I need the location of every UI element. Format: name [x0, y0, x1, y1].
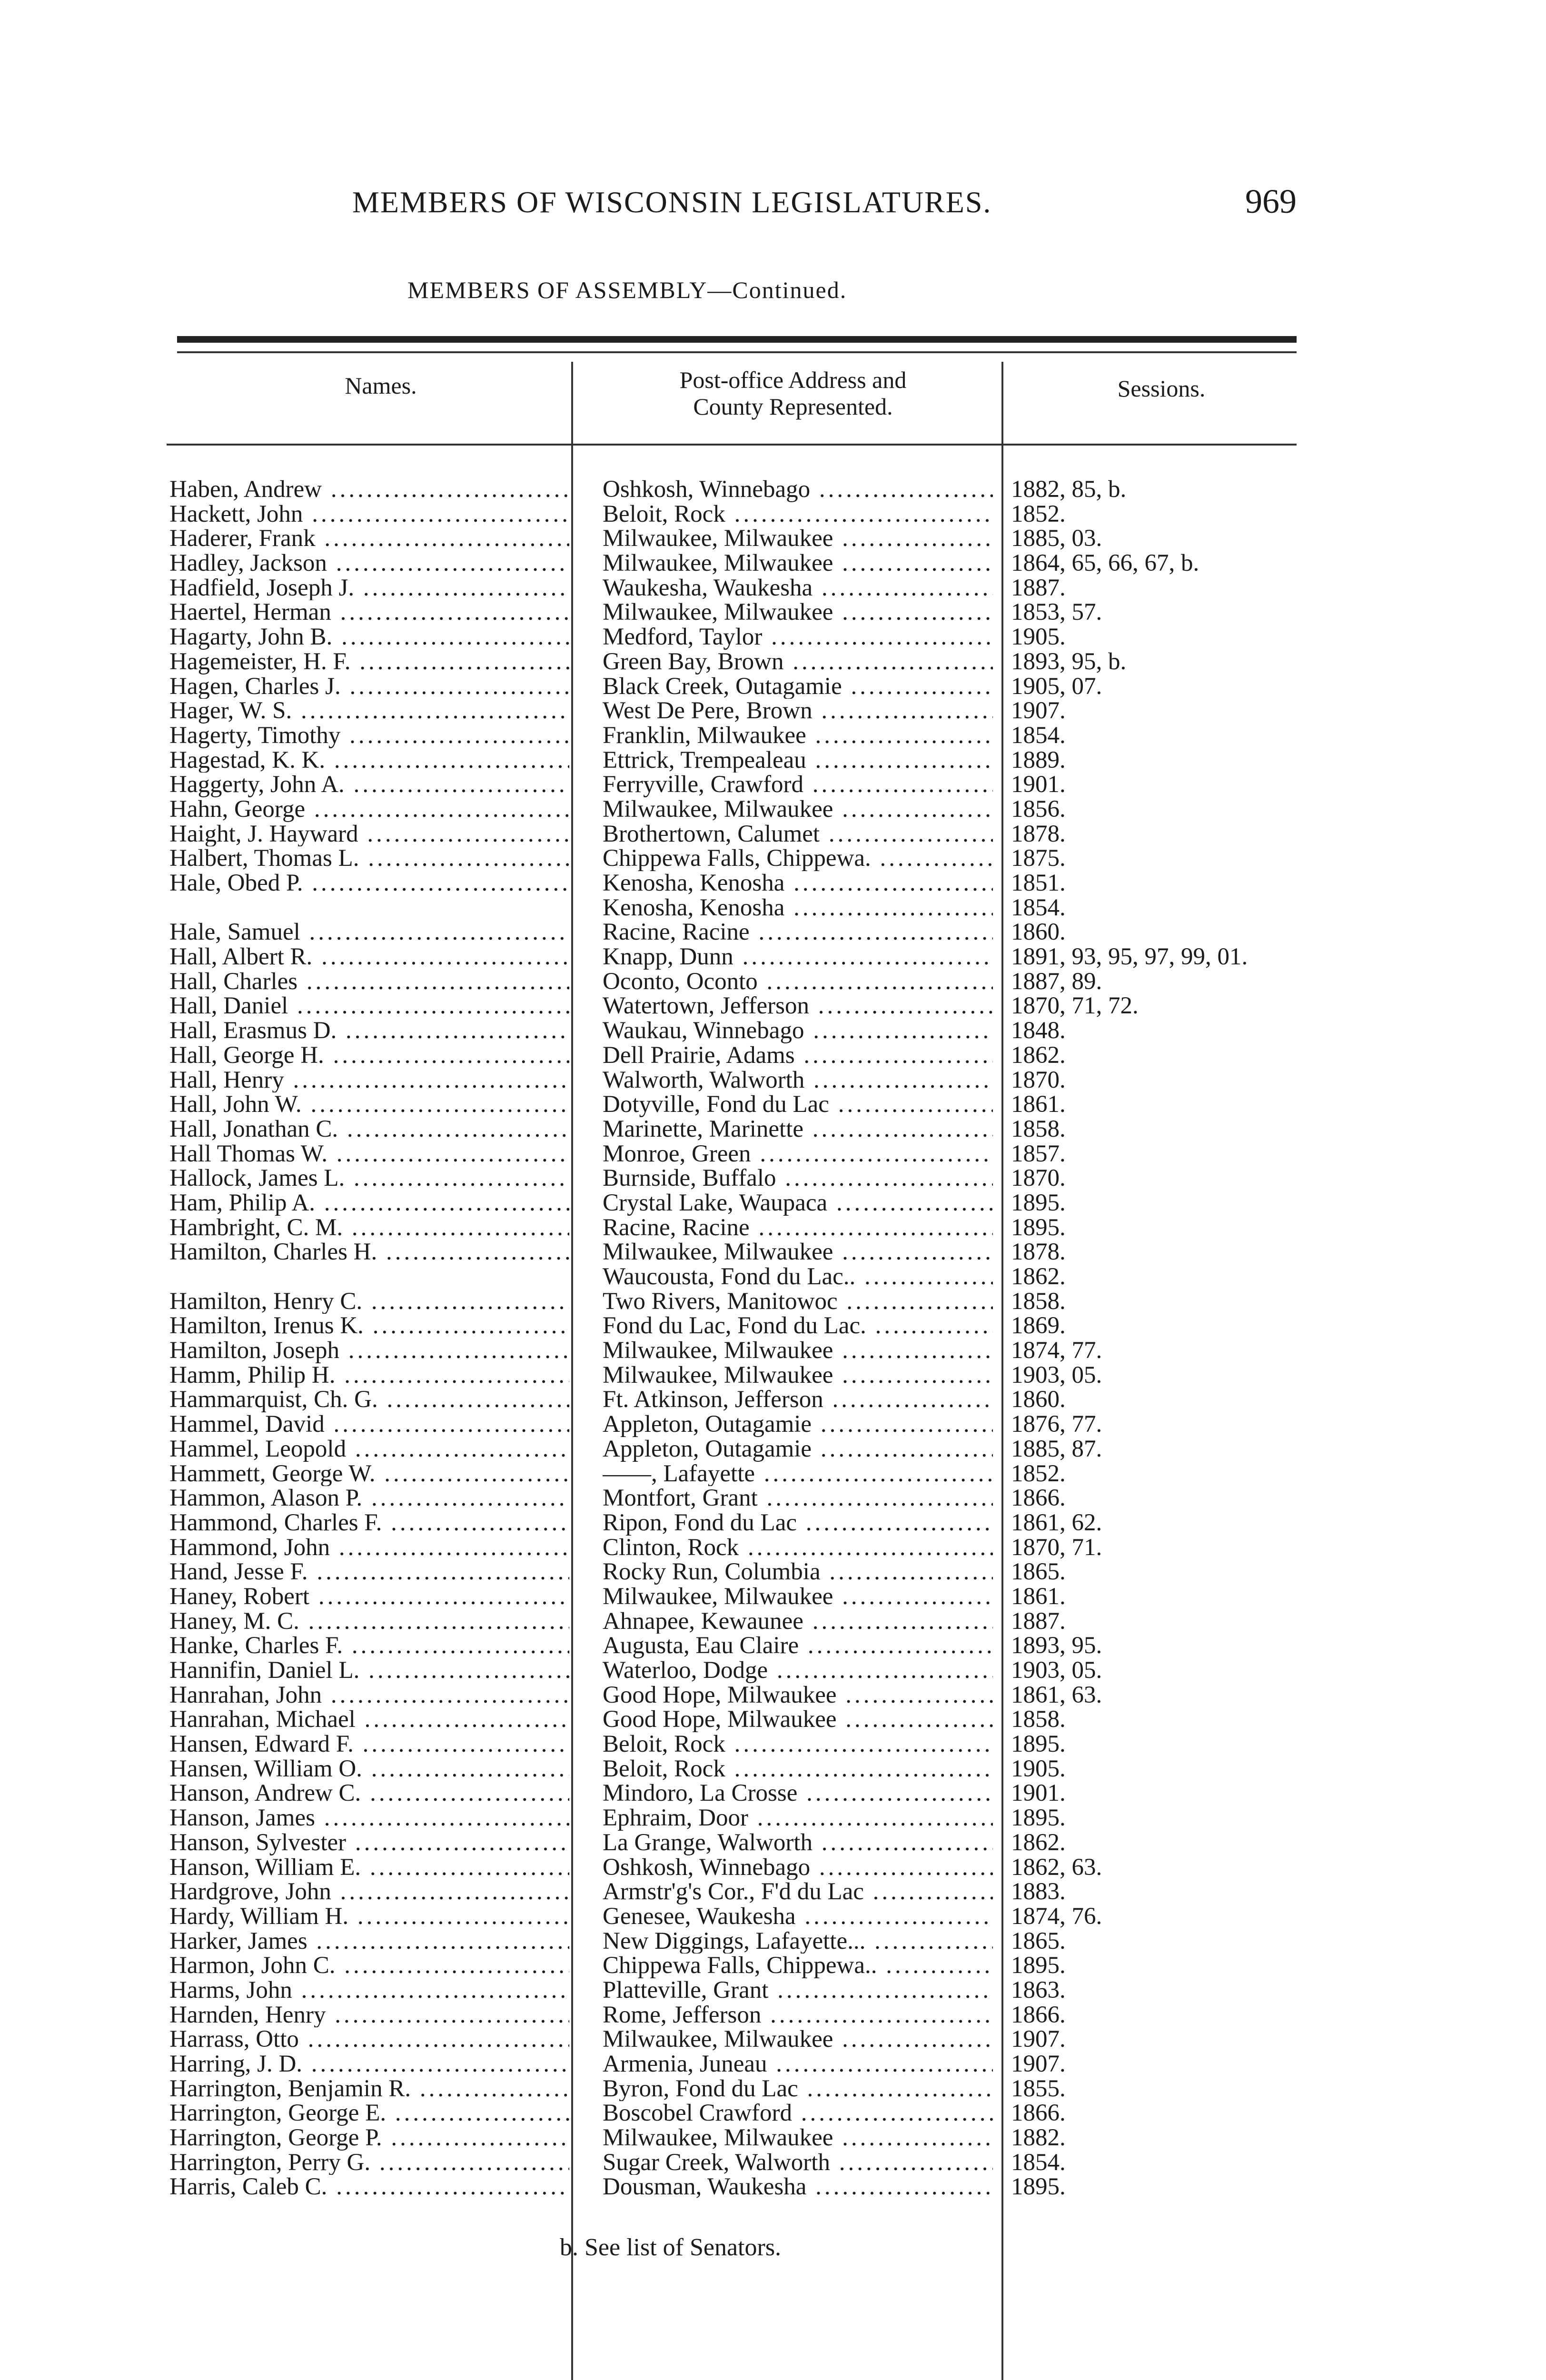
member-address: Sugar Creek, Walworth .....	[603, 2151, 993, 2175]
member-sessions: 1861, 63.	[1011, 1681, 1102, 1708]
member-sessions: 1895.	[1011, 1731, 1066, 1758]
table-row	[0, 699, 1546, 724]
table-row	[0, 1757, 1546, 1782]
column-header-sessions: Sessions.	[1117, 375, 1206, 402]
member-address: Oshkosh, Winnebago .....	[603, 1855, 993, 1880]
table-row	[0, 1289, 1546, 1314]
member-sessions: 1858.	[1011, 1288, 1066, 1315]
table-row	[0, 1536, 1546, 1560]
table-row	[0, 1855, 1546, 1880]
member-address: Chippewa Falls, Chippewa. .....	[603, 846, 993, 871]
table-row	[0, 1166, 1546, 1191]
table-row	[0, 1068, 1546, 1093]
table-row	[0, 1929, 1546, 1954]
member-name: Hanson, Sylvester .....	[169, 1831, 569, 1855]
member-sessions: 1887, 89.	[1011, 968, 1102, 995]
table-row	[0, 724, 1546, 748]
member-sessions: 1893, 95.	[1011, 1632, 1102, 1659]
member-name: Hamilton, Irenus K. .....	[169, 1314, 569, 1339]
table-row	[0, 1117, 1546, 1142]
member-sessions: 1889.	[1011, 746, 1066, 774]
table-row	[0, 1781, 1546, 1806]
member-sessions: 1860.	[1011, 1386, 1066, 1413]
table-row	[0, 970, 1546, 994]
member-address: Waukau, Winnebago .....	[603, 1019, 993, 1043]
table-row	[0, 1339, 1546, 1363]
member-sessions: 1895.	[1011, 1214, 1066, 1241]
member-sessions: 1905, 07.	[1011, 673, 1102, 700]
member-address: Platteville, Grant .....	[603, 1978, 993, 2003]
member-name: Hallock, James L. .....	[169, 1166, 569, 1191]
member-address: Clinton, Rock .....	[603, 1536, 993, 1560]
member-address: Boscobel Crawford .....	[603, 2101, 993, 2126]
member-sessions: 1858.	[1011, 1115, 1066, 1142]
member-address: Ft. Atkinson, Jefferson .....	[603, 1388, 993, 1412]
member-name: Hanke, Charles F. .....	[169, 1634, 569, 1658]
member-sessions: 1883.	[1011, 1878, 1066, 1905]
member-sessions: 1861, 62.	[1011, 1509, 1102, 1536]
member-address: Appleton, Outagamie .....	[603, 1412, 993, 1437]
member-address: Milwaukee, Milwaukee .....	[603, 1585, 993, 1609]
member-name: Hand, Jesse F. .....	[169, 1560, 569, 1585]
top-rule-thin	[177, 351, 1297, 353]
member-name: Harrington, George P. .....	[169, 2126, 569, 2151]
member-address: Two Rivers, Manitowoc .....	[603, 1289, 993, 1314]
members-table	[0, 477, 1546, 2200]
table-row	[0, 748, 1546, 773]
member-address: Milwaukee, Milwaukee .....	[603, 797, 993, 822]
member-sessions: 1893, 95, b.	[1011, 648, 1127, 675]
member-name: Haney, M. C. .....	[169, 1609, 569, 1634]
member-sessions: 1848.	[1011, 1017, 1066, 1044]
member-name: Haderer, Frank .....	[169, 526, 569, 551]
member-sessions: 1887.	[1011, 1607, 1066, 1635]
member-sessions: 1854.	[1011, 722, 1066, 749]
member-address: Oshkosh, Winnebago .....	[603, 477, 993, 502]
table-row	[0, 1388, 1546, 1412]
member-name: Hammond, Charles F. .....	[169, 1511, 569, 1536]
table-row	[0, 1265, 1546, 1289]
column-header-address-line2: County Represented.	[693, 393, 893, 420]
member-address: Appleton, Outagamie .....	[603, 1437, 993, 1462]
member-sessions: 1862, 63.	[1011, 1854, 1102, 1881]
member-sessions: 1851.	[1011, 870, 1066, 896]
member-name: Hagerty, Timothy .....	[169, 724, 569, 748]
member-sessions: 1891, 93, 95, 97, 99, 01.	[1011, 943, 1248, 971]
member-sessions: 1870.	[1011, 1066, 1066, 1093]
table-row	[0, 1585, 1546, 1609]
member-address: Racine, Racine .....	[603, 920, 993, 945]
table-row	[0, 2077, 1546, 2102]
member-name: Hammarquist, Ch. G. .....	[169, 1388, 569, 1412]
member-name: Harms, John .....	[169, 1978, 569, 2003]
member-address: Marinette, Marinette .....	[603, 1117, 993, 1142]
member-name: Hamilton, Charles H. .....	[169, 1240, 569, 1265]
table-row	[0, 1142, 1546, 1167]
table-row	[0, 994, 1546, 1019]
member-name: Haertel, Herman .....	[169, 600, 569, 625]
table-row	[0, 2175, 1546, 2200]
member-address: Kenosha, Kenosha .....	[603, 896, 993, 921]
member-name: Hamilton, Joseph .....	[169, 1339, 569, 1363]
member-name: Hammond, John .....	[169, 1536, 569, 1560]
member-name: Haney, Robert .....	[169, 1585, 569, 1609]
member-address: Burnside, Buffalo .....	[603, 1166, 993, 1191]
member-address: Monroe, Green .....	[603, 1142, 993, 1167]
member-sessions: 1856.	[1011, 795, 1066, 823]
member-name: Hall, Jonathan C. .....	[169, 1117, 569, 1142]
member-address: Rocky Run, Columbia .....	[603, 1560, 993, 1585]
member-address: Green Bay, Brown .....	[603, 650, 993, 674]
member-sessions: 1862.	[1011, 1263, 1066, 1290]
member-sessions: 1878.	[1011, 820, 1066, 847]
member-name: Hall, Albert R. .....	[169, 945, 569, 970]
member-address: Ripon, Fond du Lac .....	[603, 1511, 993, 1536]
member-sessions: 1854.	[1011, 894, 1066, 921]
member-sessions: 1862.	[1011, 1041, 1066, 1069]
member-address: West De Pere, Brown .....	[603, 699, 993, 724]
member-name: Harring, J. D. .....	[169, 2052, 569, 2077]
table-row	[0, 1683, 1546, 1708]
member-name: Hammon, Alason P. .....	[169, 1486, 569, 1511]
member-sessions: 1895.	[1011, 1952, 1066, 1979]
member-name: Haggerty, John A. .....	[169, 773, 569, 797]
member-name: Hahn, George .....	[169, 797, 569, 822]
member-address: Chippewa Falls, Chippewa.. .....	[603, 1954, 993, 1978]
member-address: Milwaukee, Milwaukee .....	[603, 1240, 993, 1265]
member-name: Hansen, William O. .....	[169, 1757, 569, 1782]
member-address: Milwaukee, Milwaukee .....	[603, 600, 993, 625]
member-address: Ferryville, Crawford .....	[603, 773, 993, 797]
member-sessions: 1861.	[1011, 1091, 1066, 1118]
column-header-address	[584, 367, 1002, 420]
member-sessions: 1854.	[1011, 2149, 1066, 2176]
member-address: Dotyville, Fond du Lac .....	[603, 1092, 993, 1117]
member-name: Hanrahan, Michael .....	[169, 1707, 569, 1732]
member-address: Kenosha, Kenosha .....	[603, 871, 993, 896]
member-sessions: 1866.	[1011, 2100, 1066, 2127]
table-row	[0, 1019, 1546, 1043]
table-row	[0, 674, 1546, 699]
member-name: Haight, J. Hayward .....	[169, 822, 569, 847]
column-header-names: Names.	[345, 372, 417, 399]
member-sessions: 1865.	[1011, 1927, 1066, 1954]
member-name: Hall, John W. .....	[169, 1092, 569, 1117]
member-address: Byron, Fond du Lac .....	[603, 2077, 993, 2102]
member-address: Milwaukee, Milwaukee .....	[603, 526, 993, 551]
member-name: Hall, Henry .....	[169, 1068, 569, 1093]
table-row	[0, 846, 1546, 871]
table-row	[0, 1437, 1546, 1462]
footnote: b. See list of Senators.	[560, 2234, 782, 2261]
table-row	[0, 625, 1546, 650]
member-name: Hall, Daniel .....	[169, 994, 569, 1019]
member-address: Medford, Taylor .....	[603, 625, 993, 650]
member-name: Hagemeister, H. F. .....	[169, 650, 569, 674]
member-address: Waukesha, Waukesha .....	[603, 576, 993, 601]
table-row	[0, 2151, 1546, 2175]
member-name: Hager, W. S. .....	[169, 699, 569, 724]
member-name: Hardgrove, John .....	[169, 1880, 569, 1904]
member-name: Hadfield, Joseph J. .....	[169, 576, 569, 601]
table-row	[0, 2101, 1546, 2126]
member-address: Good Hope, Milwaukee .....	[603, 1683, 993, 1708]
member-name: Hagestad, K. K. .....	[169, 748, 569, 773]
member-name: Harris, Caleb C. .....	[169, 2175, 569, 2200]
member-address: ——, Lafayette .....	[603, 1462, 993, 1487]
member-name: Haben, Andrew .....	[169, 477, 569, 502]
table-row	[0, 2027, 1546, 2052]
member-address: Walworth, Walworth .....	[603, 1068, 993, 1093]
member-name: Hall, Erasmus D. .....	[169, 1019, 569, 1043]
member-name: Harrington, Perry G. .....	[169, 2151, 569, 2175]
member-sessions: 1901.	[1011, 1780, 1066, 1807]
member-sessions: 1907.	[1011, 697, 1066, 724]
member-sessions: 1905.	[1011, 624, 1066, 651]
member-sessions: 1852.	[1011, 500, 1066, 527]
member-name: Hadley, Jackson .....	[169, 551, 569, 576]
member-sessions: 1885, 87.	[1011, 1435, 1102, 1462]
member-name: Hammel, Leopold .....	[169, 1437, 569, 1462]
member-sessions: 1882.	[1011, 2124, 1066, 2152]
member-address: Armenia, Juneau .....	[603, 2052, 993, 2077]
member-sessions: 1907.	[1011, 2026, 1066, 2053]
table-row	[0, 1609, 1546, 1634]
table-row	[0, 576, 1546, 601]
member-sessions: 1903, 05.	[1011, 1361, 1102, 1388]
member-address: Ephraim, Door .....	[603, 1806, 993, 1831]
member-name: Hamilton, Henry C. .....	[169, 1289, 569, 1314]
table-row	[0, 1954, 1546, 1978]
member-address: Watertown, Jefferson .....	[603, 994, 993, 1019]
member-name: Hall, George H. .....	[169, 1043, 569, 1068]
table-row	[0, 1732, 1546, 1757]
table-row	[0, 1314, 1546, 1339]
member-address: Oconto, Oconto .....	[603, 970, 993, 994]
member-address: Dousman, Waukesha .....	[603, 2175, 993, 2200]
member-sessions: 1895.	[1011, 1805, 1066, 1832]
page-number: 969	[1245, 182, 1297, 220]
table-row	[0, 1658, 1546, 1683]
member-address: Beloit, Rock .....	[603, 1757, 993, 1782]
table-row	[0, 1511, 1546, 1536]
member-sessions: 1885, 03.	[1011, 525, 1102, 552]
member-name: Hale, Obed P. .....	[169, 871, 569, 896]
member-name: Hanson, Andrew C. .....	[169, 1781, 569, 1806]
member-sessions: 1907.	[1011, 2051, 1066, 2077]
top-rule-thick	[177, 336, 1297, 343]
member-sessions: 1887.	[1011, 574, 1066, 601]
table-row	[0, 1240, 1546, 1265]
table-row	[0, 502, 1546, 527]
member-sessions: 1865.	[1011, 1558, 1066, 1586]
member-address: Waterloo, Dodge .....	[603, 1658, 993, 1683]
member-address: Crystal Lake, Waupaca .....	[603, 1191, 993, 1216]
member-address: Franklin, Milwaukee .....	[603, 724, 993, 748]
table-row	[0, 1831, 1546, 1855]
member-sessions: 1870.	[1011, 1165, 1066, 1192]
table-row	[0, 1707, 1546, 1732]
member-sessions: 1878.	[1011, 1239, 1066, 1266]
member-name: Harrington, George E. .....	[169, 2101, 569, 2126]
table-row	[0, 1462, 1546, 1487]
member-sessions: 1869.	[1011, 1312, 1066, 1339]
member-address: New Diggings, Lafayette... .....	[603, 1929, 993, 1954]
member-sessions: 1876, 77.	[1011, 1411, 1102, 1438]
member-sessions: 1863.	[1011, 1976, 1066, 2003]
member-address: Ahnapee, Kewaunee .....	[603, 1609, 993, 1634]
member-address: Black Creek, Outagamie .....	[603, 674, 993, 699]
member-name: Hamm, Philip H. .....	[169, 1363, 569, 1388]
member-address: Milwaukee, Milwaukee .....	[603, 551, 993, 576]
member-address: Montfort, Grant .....	[603, 1486, 993, 1511]
member-sessions: 1874, 77.	[1011, 1337, 1102, 1364]
table-row	[0, 945, 1546, 970]
member-sessions: 1853, 57.	[1011, 599, 1102, 626]
member-name: Hanrahan, John .....	[169, 1683, 569, 1708]
table-row	[0, 1486, 1546, 1511]
member-name: Hammett, George W. .....	[169, 1462, 569, 1487]
member-name: Hambright, C. M. .....	[169, 1216, 569, 1240]
member-name: Harmon, John C. .....	[169, 1954, 569, 1978]
table-row	[0, 2126, 1546, 2151]
member-address: Good Hope, Milwaukee .....	[603, 1707, 993, 1732]
table-row	[0, 1191, 1546, 1216]
member-sessions: 1901.	[1011, 771, 1066, 798]
member-sessions: 1870, 71, 72.	[1011, 992, 1139, 1020]
member-address: La Grange, Walworth .....	[603, 1831, 993, 1855]
member-name: Hanson, James .....	[169, 1806, 569, 1831]
member-address: Dell Prairie, Adams .....	[603, 1043, 993, 1068]
member-address: Armstr'g's Cor., F'd du Lac .....	[603, 1880, 993, 1904]
member-sessions: 1870, 71.	[1011, 1534, 1102, 1561]
table-row	[0, 600, 1546, 625]
member-name: Hackett, John .....	[169, 502, 569, 527]
member-address: Waucousta, Fond du Lac.. .....	[603, 1265, 993, 1289]
table-row	[0, 1043, 1546, 1068]
member-sessions: 1895.	[1011, 1189, 1066, 1216]
member-name: Hansen, Edward F. .....	[169, 1732, 569, 1757]
member-name: Hale, Samuel .....	[169, 920, 569, 945]
table-row	[0, 526, 1546, 551]
member-address: Rome, Jefferson .....	[603, 2003, 993, 2028]
member-name: Hagarty, John B. .....	[169, 625, 569, 650]
member-name: Harrass, Otto .....	[169, 2027, 569, 2052]
member-address: Ettrick, Trempealeau .....	[603, 748, 993, 773]
member-name: Hagen, Charles J. .....	[169, 674, 569, 699]
table-row	[0, 1806, 1546, 1831]
table-row	[0, 1092, 1546, 1117]
member-name: Hanson, William E. .....	[169, 1855, 569, 1880]
member-name: Harnden, Henry .....	[169, 2003, 569, 2028]
table-row	[0, 1880, 1546, 1904]
table-row	[0, 2052, 1546, 2077]
table-row	[0, 1412, 1546, 1437]
table-subtitle: MEMBERS OF ASSEMBLY—Continued.	[407, 277, 847, 303]
member-name: Ham, Philip A. .....	[169, 1191, 569, 1216]
table-row	[0, 477, 1546, 502]
member-sessions: 1862.	[1011, 1829, 1066, 1856]
table-row	[0, 896, 1546, 921]
member-address: Fond du Lac, Fond du Lac. .....	[603, 1314, 993, 1339]
table-row	[0, 920, 1546, 945]
member-address: Milwaukee, Milwaukee .....	[603, 1363, 993, 1388]
member-address: Milwaukee, Milwaukee .....	[603, 2027, 993, 2052]
member-address: Milwaukee, Milwaukee .....	[603, 1339, 993, 1363]
member-address: Brothertown, Calumet .....	[603, 822, 993, 847]
member-address: Augusta, Eau Claire .....	[603, 1634, 993, 1658]
member-address: Genesee, Waukesha .....	[603, 1904, 993, 1929]
table-row	[0, 1978, 1546, 2003]
member-sessions: 1866.	[1011, 2001, 1066, 2028]
member-name: Halbert, Thomas L. .....	[169, 846, 569, 871]
member-sessions: 1866.	[1011, 1485, 1066, 1512]
member-name: Hardy, William H. .....	[169, 1904, 569, 1929]
table-row	[0, 797, 1546, 822]
member-address: Knapp, Dunn .....	[603, 945, 993, 970]
table-row	[0, 650, 1546, 674]
column-header-address-line1: Post-office Address and	[679, 367, 907, 393]
running-head: MEMBERS OF WISCONSIN LEGISLATURES.	[352, 185, 992, 219]
table-row	[0, 2003, 1546, 2028]
member-sessions: 1903, 05.	[1011, 1657, 1102, 1684]
header-rule	[167, 444, 1297, 446]
table-row	[0, 1904, 1546, 1929]
member-address: Beloit, Rock .....	[603, 502, 993, 527]
member-sessions: 1858.	[1011, 1706, 1066, 1733]
table-row	[0, 871, 1546, 896]
member-address: Racine, Racine .....	[603, 1216, 993, 1240]
member-sessions: 1882, 85, b.	[1011, 476, 1127, 503]
member-sessions: 1852.	[1011, 1460, 1066, 1487]
member-name: Harker, James .....	[169, 1929, 569, 1954]
member-name: Hall Thomas W. .....	[169, 1142, 569, 1167]
member-sessions: 1861.	[1011, 1583, 1066, 1610]
table-row	[0, 551, 1546, 576]
member-name: Harrington, Benjamin R. .....	[169, 2077, 569, 2102]
table-row	[0, 1634, 1546, 1658]
member-address: Mindoro, La Crosse .....	[603, 1781, 993, 1806]
member-sessions: 1875.	[1011, 845, 1066, 872]
member-name: Hammel, David .....	[169, 1412, 569, 1437]
table-row	[0, 1560, 1546, 1585]
table-row	[0, 822, 1546, 847]
member-address: Beloit, Rock .....	[603, 1732, 993, 1757]
member-name: Hall, Charles .....	[169, 970, 569, 994]
member-name: Hannifin, Daniel L. .....	[169, 1658, 569, 1683]
member-address: Milwaukee, Milwaukee .....	[603, 2126, 993, 2151]
member-sessions: 1905.	[1011, 1755, 1066, 1782]
member-sessions: 1857.	[1011, 1140, 1066, 1167]
table-row	[0, 1216, 1546, 1240]
table-row	[0, 1363, 1546, 1388]
member-sessions: 1864, 65, 66, 67, b.	[1011, 550, 1199, 577]
member-sessions: 1895.	[1011, 2173, 1066, 2201]
member-sessions: 1874, 76.	[1011, 1903, 1102, 1930]
member-sessions: 1855.	[1011, 2075, 1066, 2102]
member-sessions: 1860.	[1011, 919, 1066, 946]
table-row	[0, 773, 1546, 797]
